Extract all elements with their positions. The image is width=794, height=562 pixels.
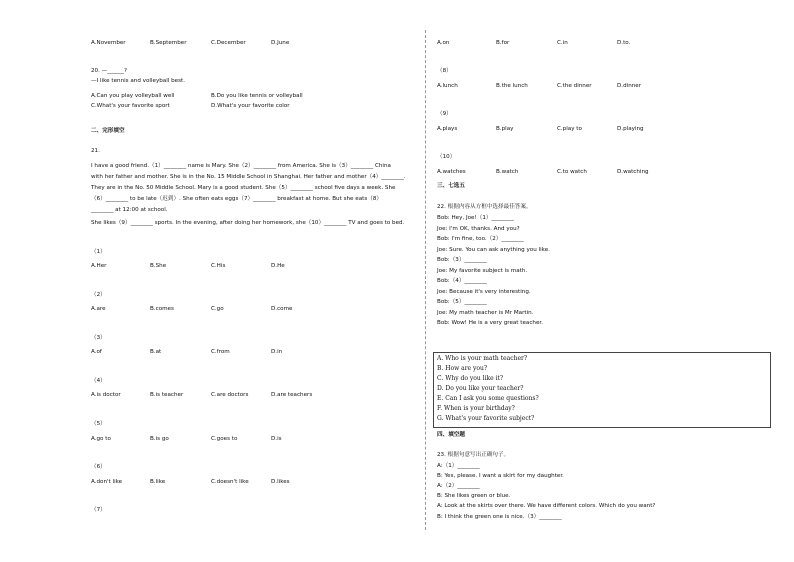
dialog-line: Bob:（4）________	[437, 278, 487, 284]
option-a: A.go to	[91, 436, 111, 442]
option-b: B.the lunch	[496, 83, 528, 89]
q20-question: 20. —______?	[91, 68, 128, 74]
option-b: B.for	[496, 40, 510, 46]
option-c: C.the dinner	[557, 83, 592, 89]
dialog-line: B: Yes, please. I want a skirt for my daughter.	[437, 473, 564, 479]
option-c: C.His	[211, 263, 226, 269]
box-option: B. How are you?	[437, 365, 488, 372]
option-d: D.is	[271, 436, 282, 442]
q23-title: 23. 根据句意写出正确句子。	[437, 452, 510, 458]
passage-line: ________ at 12:00 at school.	[91, 207, 168, 213]
option-a: A.Can you play volleyball well	[91, 93, 175, 99]
choice-number: （1）	[91, 249, 106, 255]
q21-label: 21.	[91, 148, 100, 154]
passage-line: She likes（9）________ sports. In the evening, after doing her homework, she（10）________ TV and goes to bed.	[91, 220, 405, 226]
option-b: B.comes	[150, 306, 174, 312]
choice-number: （5）	[91, 421, 106, 427]
option-c: C.December	[211, 40, 246, 46]
option-d: D.are teachers	[271, 392, 313, 398]
dialog-line: Bob:（3）________	[437, 257, 487, 263]
option-b: B.watch	[496, 169, 519, 175]
option-b: B.is teacher	[150, 392, 184, 398]
passage-line: They are in the No. 50 Middle School. Mary is a good student. She（5）________ school five days a week. She	[91, 185, 396, 191]
choice-number: （7）	[91, 507, 106, 513]
option-d: D.to.	[617, 40, 631, 46]
option-c: C.go	[211, 306, 224, 312]
option-b: B.like	[150, 479, 166, 485]
dialog-line: B: She likes green or blue.	[437, 493, 511, 499]
option-a: A.plays	[437, 126, 458, 132]
option-b: B.She	[150, 263, 167, 269]
dialog-line: Bob: I'm fine, too.（2）________	[437, 236, 524, 242]
option-b: B.Do you like tennis or volleyball	[211, 93, 303, 99]
dialog-line: Bob: Hey, Joe!（1）________	[437, 215, 514, 221]
choice-number: （10）	[437, 154, 456, 160]
option-a: A.on	[437, 40, 450, 46]
box-option: D. Do you like your teacher?	[437, 385, 524, 392]
section3-title: 三、七选五	[437, 183, 465, 189]
dialog-line: Joe: I'm OK, thanks. And you?	[437, 225, 520, 232]
option-d: D.June	[271, 40, 290, 46]
option-a: A.Her	[91, 263, 107, 269]
option-c: C.to watch	[557, 169, 587, 175]
option-d: D.What's your favorite color	[211, 103, 290, 109]
dialog-line: Joe: Sure. You can ask anything you like.	[437, 246, 550, 253]
option-c: C.play to	[557, 126, 582, 132]
dialog-line: A:（1）________	[437, 463, 480, 469]
dialog-line: B: I think the green one is nice.（3）________	[437, 514, 562, 520]
dialog-line: Bob: Wow! He is a very great teacher.	[437, 320, 543, 326]
passage-line: with her father and mother. She is in the No. 15 Middle School in Shanghai. Her father and mother（4）________.	[91, 174, 406, 180]
option-a: A.is doctor	[91, 392, 121, 398]
box-option: A. Who is your math teacher?	[437, 355, 528, 362]
option-b: B.play	[496, 126, 514, 132]
option-d: D.likes	[271, 479, 290, 485]
choice-number: （3）	[91, 335, 106, 341]
option-d: D.watching	[617, 169, 649, 175]
dialog-line: Bob:（5）________	[437, 299, 487, 305]
option-a: A.of	[91, 349, 102, 355]
option-a: A.watches	[437, 169, 466, 175]
choice-number: （2）	[91, 292, 106, 298]
option-d: D.dinner	[617, 83, 642, 89]
option-c: C.goes to	[211, 436, 238, 442]
option-b: B.September	[150, 40, 187, 46]
box-option: C. Why do you like it?	[437, 375, 504, 382]
section2-title: 二、完形填空	[91, 128, 125, 134]
q20-answer: —I like tennis and volleyball best.	[91, 78, 185, 84]
option-d: D.in	[271, 349, 283, 355]
option-a: A.November	[91, 40, 126, 46]
dialog-line: Joe: My favorite subject is math.	[437, 267, 528, 274]
dialog-line: A:（2）________	[437, 483, 480, 489]
passage-line: I have a good friend.（1）________ name is Mary. She（2）________ from America. She is（3）________ China	[91, 163, 391, 169]
option-b: B.is go	[150, 436, 169, 442]
option-c: C.doesn't like	[211, 479, 249, 485]
options-box	[433, 352, 771, 428]
option-c: C.in	[557, 40, 568, 46]
option-a: A.lunch	[437, 83, 458, 89]
option-d: D.He	[271, 263, 285, 269]
box-option: G. What's your favorite subject?	[437, 415, 535, 422]
option-d: D.come	[271, 306, 293, 312]
box-option: E. Can I ask you some questions?	[437, 395, 539, 402]
option-d: D.playing	[617, 126, 644, 132]
box-option: F. When is your birthday?	[437, 405, 515, 412]
option-c: C.are doctors	[211, 392, 249, 398]
passage-line: （6）________ to be late（迟到）. She often eats eggs（7）________ breakfast at home. But she eats（8）	[91, 196, 382, 202]
choice-number: （9）	[437, 111, 452, 117]
q22-title: 22. 根据内容从方框中选择最佳答案。	[437, 204, 532, 210]
option-a: A.are	[91, 306, 106, 312]
option-c: C.What's your favorite sport	[91, 103, 170, 109]
column-divider	[425, 30, 426, 530]
dialog-line: Joe: Because it's very interesting.	[437, 288, 531, 295]
choice-number: （4）	[91, 378, 106, 384]
choice-number: （8）	[437, 68, 452, 74]
option-a: A.don't like	[91, 479, 123, 485]
dialog-line: A: Look at the skirts over there. We have different colors. Which do you want?	[437, 503, 656, 509]
option-b: B.at	[150, 349, 162, 355]
choice-number: （6）	[91, 464, 106, 470]
section4-title: 四、填空题	[437, 432, 465, 438]
dialog-line: Joe: My math teacher is Mr Martin.	[437, 309, 534, 316]
option-c: C.from	[211, 349, 230, 355]
